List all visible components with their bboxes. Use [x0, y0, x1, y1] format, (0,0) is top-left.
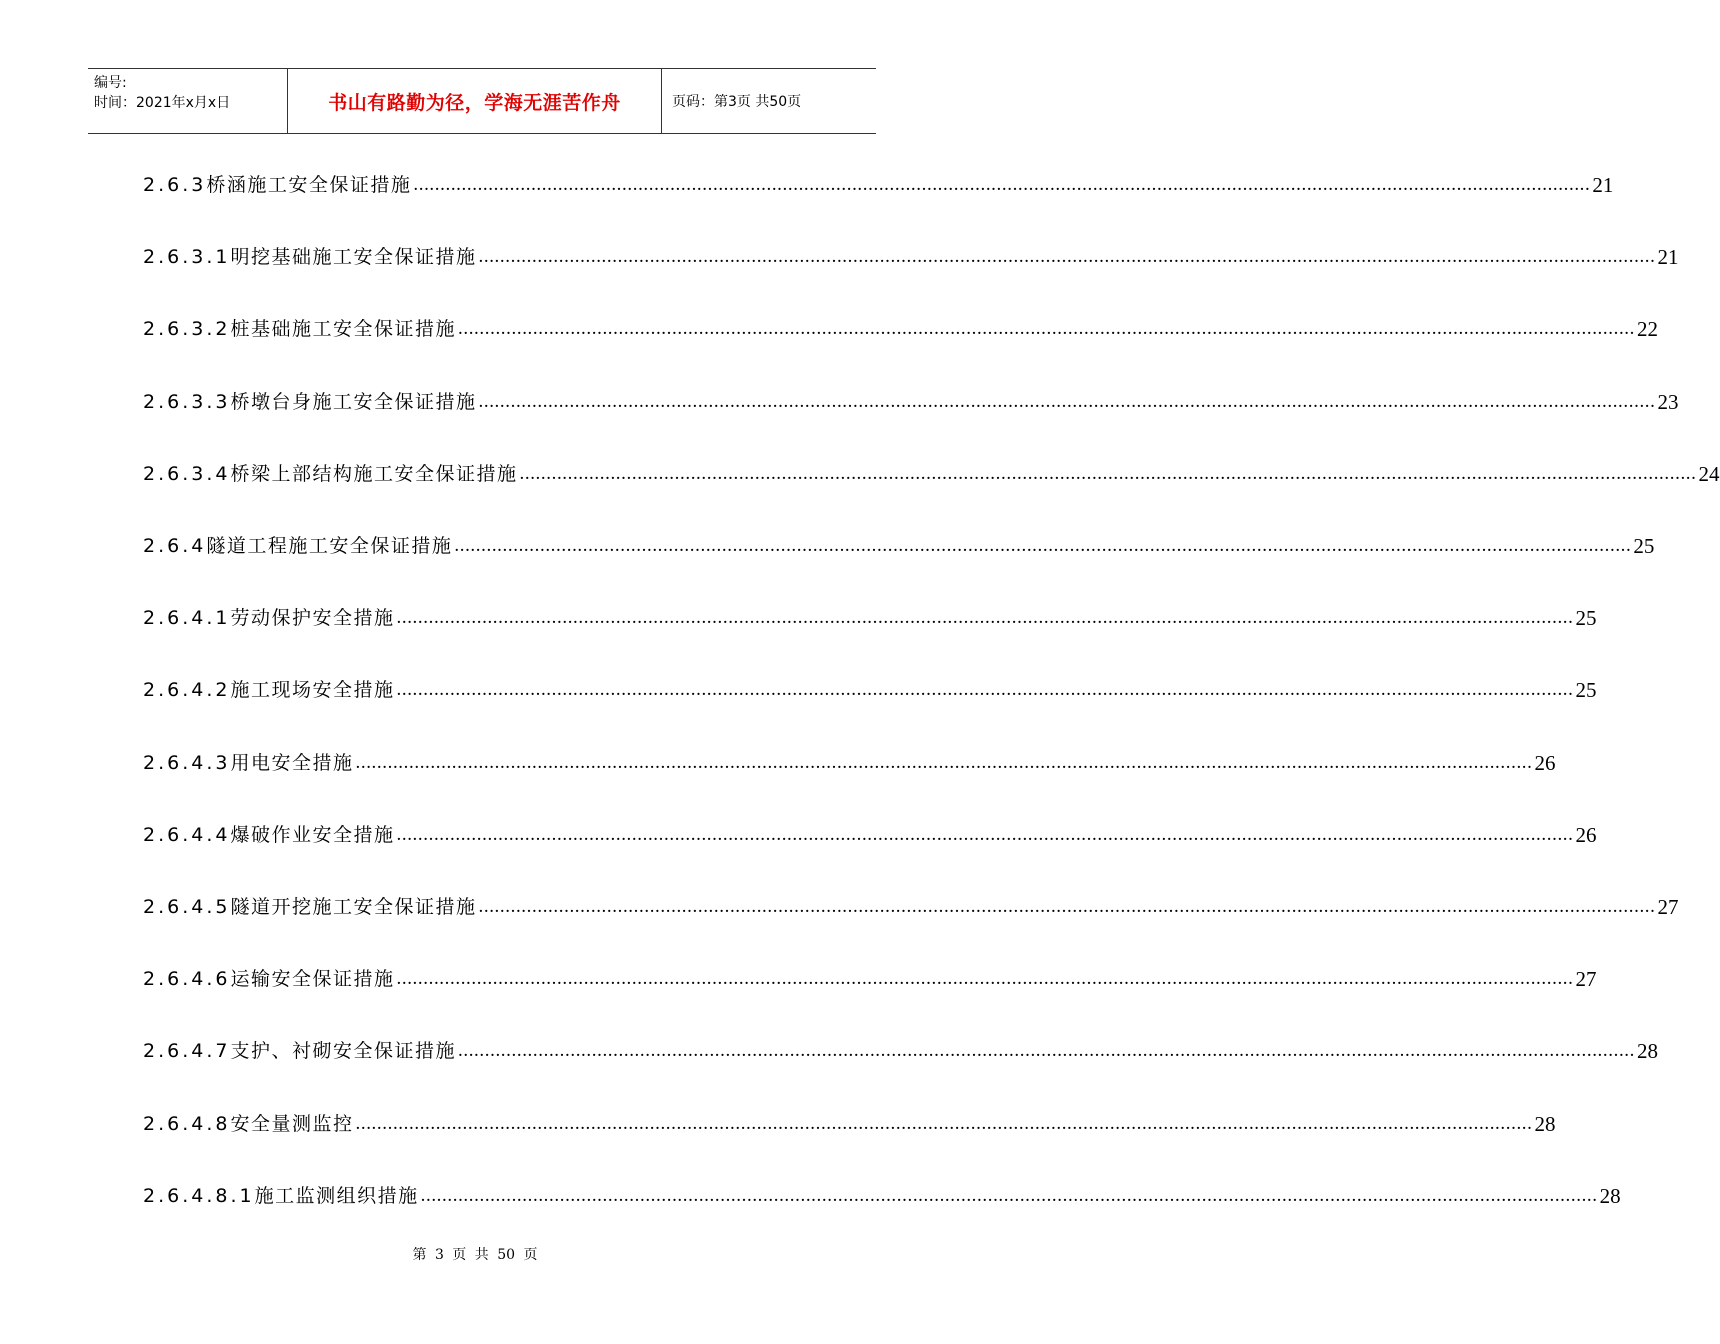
toc-entry-title: 劳动保护安全措施: [230, 607, 395, 630]
toc-entry[interactable]: [143, 385, 1679, 415]
toc-entry-number: 2.6.4.5: [143, 896, 231, 918]
toc-entry[interactable]: [143, 240, 1679, 270]
toc-entry-title: 用电安全措施: [230, 751, 354, 774]
toc-entry[interactable]: [143, 890, 1679, 920]
toc-entry-page: 23: [1657, 389, 1679, 414]
header-meta: [88, 69, 288, 133]
toc-dot-leader: ............................................................................................................................................................................................................................: [396, 823, 1574, 845]
toc-entry[interactable]: [143, 1179, 1621, 1209]
toc-dot-leader: ............................................................................................................................................................................................................................: [458, 318, 1635, 340]
toc-entry[interactable]: [143, 746, 1556, 776]
toc-entry-page: 27: [1657, 895, 1679, 919]
toc-entry-title: 桩基础施工安全保证措施: [230, 318, 456, 341]
toc-dot-leader: ............................................................................................................................................................................................................................: [396, 968, 1574, 990]
toc-entry-page: 26: [1575, 822, 1597, 847]
toc-dot-leader: ............................................................................................................................................................................................................................: [478, 896, 1656, 917]
toc-entry-title: 运输安全保证措施: [230, 968, 395, 991]
toc-entry-title: 爆破作业安全措施: [230, 823, 395, 846]
toc-dot-leader: ............................................................................................................................................................................................................................: [413, 174, 1591, 195]
toc-entry[interactable]: [143, 1034, 1658, 1064]
toc-dot-leader: ............................................................................................................................................................................................................................: [519, 462, 1697, 484]
header-motto: 书山有路勤为径，学海无涯苦作舟: [328, 91, 621, 114]
document-time: 时间：2021年x月x日: [94, 95, 231, 111]
toc-entry[interactable]: [143, 673, 1597, 703]
page-footer: 第 3 页 共 50 页: [412, 1247, 538, 1263]
toc-entry-title: 施工监测组织措施: [254, 1184, 419, 1207]
toc-dot-leader: ............................................................................................................................................................................................................................: [420, 1184, 1598, 1206]
toc-entry-number: 2.6.4: [143, 535, 207, 557]
toc-dot-leader: ............................................................................................................................................................................................................................: [454, 535, 1632, 556]
toc-entry-title: 隧道开挖施工安全保证措施: [230, 896, 477, 918]
toc-entry[interactable]: [143, 962, 1597, 992]
toc-dot-leader: ............................................................................................................................................................................................................................: [478, 246, 1656, 268]
toc-entry-number: 2.6.4.8: [143, 1112, 231, 1135]
toc-entry-number: 2.6.4.6: [143, 968, 231, 991]
document-number-label: 编号:: [94, 75, 127, 91]
toc-dot-leader: ............................................................................................................................................................................................................................: [478, 390, 1656, 412]
header-page-info: 页码：第3页 共50页: [672, 94, 802, 110]
toc-entry-page: 25: [1633, 534, 1655, 558]
toc-entry-number: 2.6.3.2: [143, 318, 231, 341]
toc-entry[interactable]: [143, 1107, 1556, 1137]
toc-entry-number: 2.6.4.4: [143, 823, 231, 846]
toc-entry[interactable]: [143, 601, 1597, 631]
toc-entry-page: 22: [1637, 317, 1658, 342]
toc-entry-page: 25: [1575, 606, 1597, 631]
toc-entry-title: 隧道工程施工安全保证措施: [206, 535, 453, 557]
toc-entry-number: 2.6.3: [143, 174, 207, 196]
toc-entry-page: 28: [1599, 1183, 1621, 1208]
toc-entry-page: 26: [1534, 750, 1556, 775]
page-header: [88, 68, 876, 134]
toc-dot-leader: ............................................................................................................................................................................................................................: [458, 1040, 1635, 1062]
toc-entry-page: 21: [1592, 173, 1614, 197]
toc-entry-page: 24: [1698, 461, 1720, 486]
toc-entry-number: 2.6.4.7: [143, 1040, 231, 1063]
toc-entry-title: 安全量测监控: [230, 1112, 354, 1135]
toc-entry-page: 28: [1534, 1111, 1556, 1136]
toc-entry-number: 2.6.4.3: [143, 751, 231, 774]
header-motto-cell: [288, 69, 662, 133]
toc-entry-number: 2.6.3.1: [143, 246, 231, 269]
toc-entry-number: 2.6.4.2: [143, 679, 231, 702]
toc-entry-title: 明挖基础施工安全保证措施: [230, 246, 477, 269]
toc-entry-title: 支护、衬砌安全保证措施: [230, 1040, 456, 1063]
toc-entry-number: 2.6.4.1: [143, 607, 231, 630]
toc-entry-page: 21: [1657, 245, 1679, 270]
toc-entry[interactable]: [143, 529, 1655, 559]
toc-entry-page: 25: [1575, 678, 1597, 703]
toc-entry[interactable]: [143, 168, 1614, 198]
toc-entry-title: 施工现场安全措施: [230, 679, 395, 702]
toc-entry-title: 桥墩台身施工安全保证措施: [230, 390, 477, 413]
toc-entry-page: 28: [1637, 1039, 1658, 1064]
toc-entry-number: 2.6.3.4: [143, 462, 231, 485]
toc-entry[interactable]: [143, 818, 1597, 848]
toc-dot-leader: ............................................................................................................................................................................................................................: [355, 751, 1533, 773]
toc-entry-page: 27: [1575, 967, 1597, 992]
toc-entry-number: 2.6.4.8.1: [143, 1184, 255, 1207]
toc-dot-leader: ............................................................................................................................................................................................................................: [396, 607, 1574, 629]
toc-entry[interactable]: [143, 312, 1658, 342]
toc-entry-title: 桥梁上部结构施工安全保证措施: [230, 462, 518, 485]
toc-dot-leader: ............................................................................................................................................................................................................................: [355, 1112, 1533, 1134]
toc-dot-leader: ............................................................................................................................................................................................................................: [396, 679, 1574, 701]
toc-entry[interactable]: [143, 457, 1720, 487]
toc-entry-title: 桥涵施工安全保证措施: [206, 174, 412, 196]
toc-entry-number: 2.6.3.3: [143, 390, 231, 413]
